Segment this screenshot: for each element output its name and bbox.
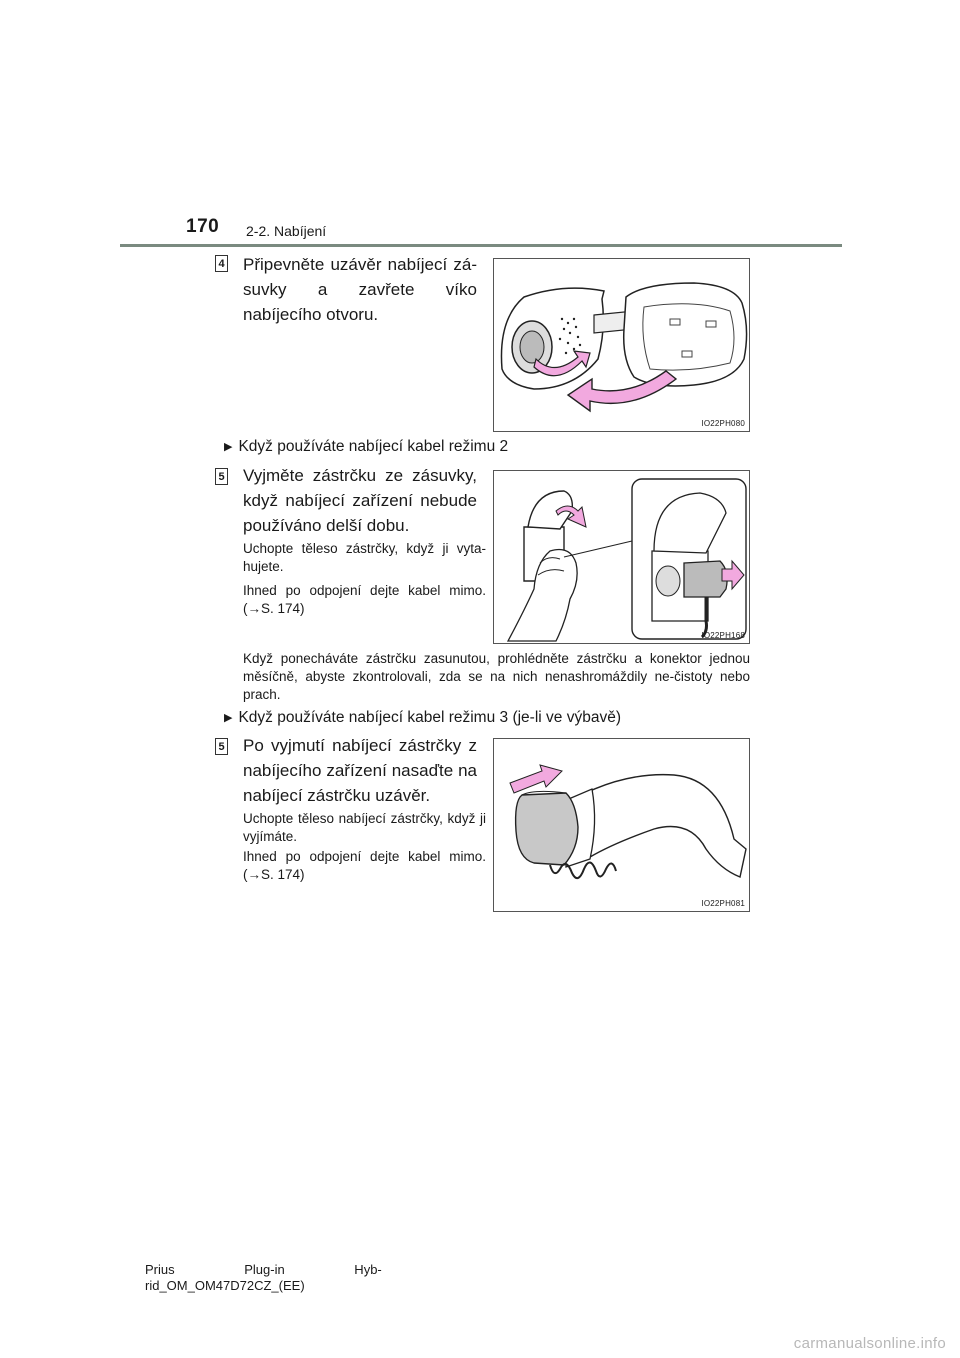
step-badge-5: 5 xyxy=(215,468,228,485)
step-5-mode3-note-grip: Uchopte těleso nabíjecí zástrčky, když ji vyjímáte. xyxy=(243,811,486,844)
footer-model xyxy=(145,1262,382,1294)
step-5-mode3-note-cable: Ihned po odpojení dejte kabel mimo. (→S. 174) xyxy=(243,849,486,882)
page-number: 170 xyxy=(186,216,220,237)
step-badge-4: 4 xyxy=(215,255,228,272)
step-4-text: Připevněte uzávěr nabíjecí zá-suvky a zavřete víko nabíjecího otvoru. xyxy=(243,255,477,324)
figure-charging-port-cap xyxy=(493,258,750,432)
figure-code-label: IO22PH080 xyxy=(701,419,745,428)
plug-cap-illustration xyxy=(494,739,751,913)
figure-code-label: IO22PH081 xyxy=(701,899,745,908)
inspection-paragraph: Když ponecháváte zástrčku zasunutou, prohlédněte zástrčku a konektor jednou měsíčně, abyste zkontrolovali, zda se na nich nenashromáždily ne-čistoty nebo prach. xyxy=(243,651,750,702)
step-5-text: Vyjměte zástrčku ze zásuvky, když nabíjecí zařízení nebude používáno delší dobu. xyxy=(243,466,477,535)
step-badge-5: 5 xyxy=(215,738,228,755)
bullet-arrow-icon: ▶ xyxy=(224,712,233,724)
footer-line-1: Prius Plug-in Hyb- xyxy=(145,1262,382,1277)
charging-port-cap-illustration xyxy=(494,259,751,433)
watermark: carmanualsonline.info xyxy=(793,1335,946,1352)
figure-unplug-socket xyxy=(493,470,750,644)
unplug-socket-illustration xyxy=(494,471,751,645)
footer-line-2: rid_OM_OM47D72CZ_(EE) xyxy=(145,1278,305,1293)
bullet-mode2 xyxy=(224,437,508,457)
header-divider xyxy=(120,244,842,247)
bullet-mode3-text: Když používáte nabíjecí kabel režimu 3 (je-li ve výbavě) xyxy=(238,709,621,726)
step-5-mode3-text: Po vyjmutí nabíjecí zástrčky z nabíjecího zařízení nasaďte na nabíjecí zástrčku uzávěr. xyxy=(243,736,477,805)
bullet-mode3 xyxy=(224,708,621,728)
section-title: 2-2. Nabíjení xyxy=(246,223,327,239)
bullet-mode2-text: Když používáte nabíjecí kabel režimu 2 xyxy=(238,438,509,455)
bullet-arrow-icon: ▶ xyxy=(224,441,233,453)
figure-plug-cap xyxy=(493,738,750,912)
step-5-note-grip: Uchopte těleso zástrčky, když ji vyta-hujete. xyxy=(243,541,486,574)
step-5-note-cable: Ihned po odpojení dejte kabel mimo. (→S. 174) xyxy=(243,583,486,616)
figure-code-label: IO22PH168 xyxy=(701,631,745,640)
